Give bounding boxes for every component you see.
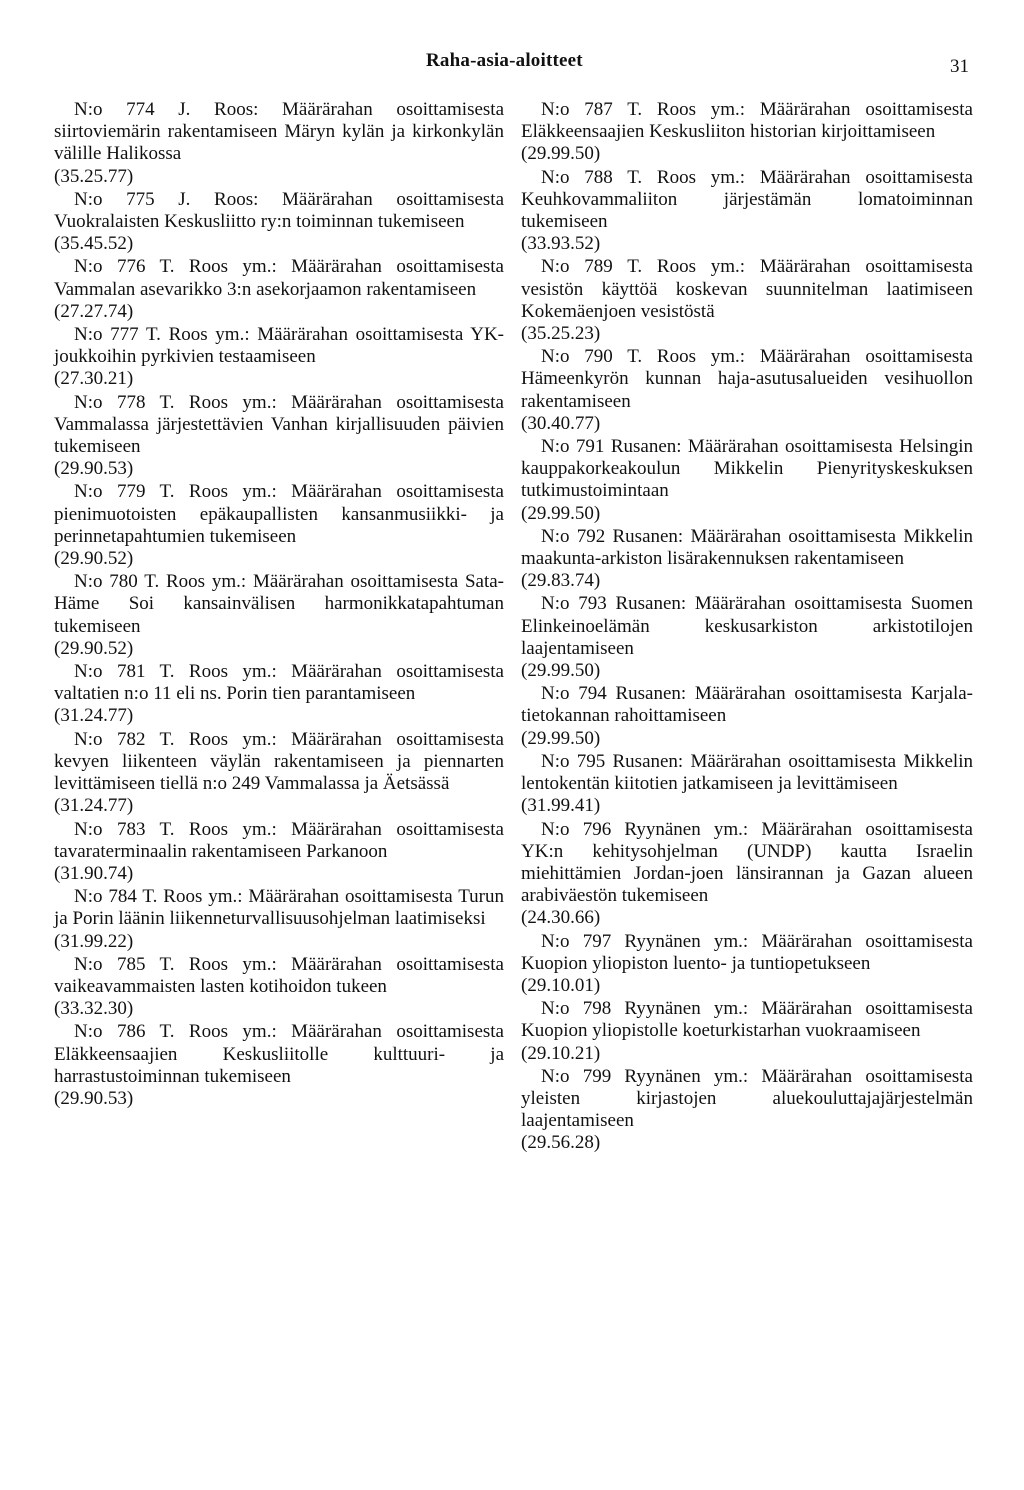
budget-code: (27.30.21) bbox=[54, 368, 134, 390]
budget-code: (35.25.23) bbox=[521, 323, 601, 345]
entry-791 bbox=[521, 436, 973, 525]
entry-text: N:o 781 T. Roos ym.: Määrärahan osoittamisesta valtatien n:o 11 eli ns. Porin tien parantamiseen bbox=[54, 661, 504, 705]
entry-text: N:o 774 J. Roos: Määrärahan osoittamisesta siirtoviemärin rakentamiseen Märyn kylän ja kirkonkylän välille Halikossa bbox=[54, 99, 504, 165]
entry-text: N:o 795 Rusanen: Määrärahan osoittamisesta Mikkelin lentokentän kiitotien jatkamiseen ja levittämiseen bbox=[521, 750, 973, 795]
entry-774 bbox=[54, 99, 504, 188]
entry-798 bbox=[521, 998, 973, 1065]
budget-code: (29.90.52) bbox=[54, 637, 134, 659]
left-column bbox=[54, 99, 504, 1111]
entry-787 bbox=[521, 99, 973, 166]
budget-code: (29.83.74) bbox=[521, 570, 601, 592]
entry-text: N:o 792 Rusanen: Määrärahan osoittamisesta Mikkelin maakunta-arkiston lisärakennuksen rakentamiseen bbox=[521, 525, 973, 570]
budget-code: (29.90.52) bbox=[54, 548, 134, 570]
entry-784 bbox=[54, 886, 504, 953]
entry-text: N:o 787 T. Roos ym.: Määrärahan osoittamisesta Eläkkeensaajien Keskusliiton historian kirjoittamiseen bbox=[521, 99, 973, 143]
right-column bbox=[521, 99, 973, 1156]
entry-797 bbox=[521, 931, 973, 998]
entry-799 bbox=[521, 1066, 973, 1155]
entry-text: N:o 777 T. Roos ym.: Määrärahan osoittamisesta YK-joukkoihin pyrkivien testaamiseen bbox=[54, 324, 504, 368]
budget-code: (35.45.52) bbox=[54, 233, 134, 255]
budget-code: (29.90.53) bbox=[54, 458, 134, 480]
budget-code: (31.24.77) bbox=[54, 795, 134, 817]
budget-code: (31.99.22) bbox=[54, 930, 134, 952]
entry-text: N:o 784 T. Roos ym.: Määrärahan osoittamisesta Turun ja Porin läänin liikenneturvallisuusohjelman laatimiseksi bbox=[54, 886, 504, 930]
running-title: Raha-asia-aloitteet bbox=[426, 50, 583, 71]
entry-796 bbox=[521, 819, 973, 930]
entry-779 bbox=[54, 481, 504, 570]
entry-792 bbox=[521, 526, 973, 593]
budget-code: (35.25.77) bbox=[54, 165, 134, 187]
entry-text: N:o 778 T. Roos ym.: Määrärahan osoittamisesta Vammalassa järjestettävien Vanhan kirjallisuuden päivien tukemiseen bbox=[54, 391, 504, 458]
entry-795 bbox=[521, 751, 973, 818]
entry-776 bbox=[54, 256, 504, 323]
budget-code: (33.93.52) bbox=[521, 233, 601, 255]
entry-text: N:o 794 Rusanen: Määrärahan osoittamisesta Karjala-tietokannan rahoittamiseen bbox=[521, 683, 973, 727]
budget-code: (29.56.28) bbox=[521, 1132, 601, 1154]
entry-text: N:o 783 T. Roos ym.: Määrärahan osoittamisesta tavaraterminaalin rakentamiseen Parkanoon bbox=[54, 818, 504, 862]
entry-783 bbox=[54, 819, 504, 886]
entry-text: N:o 791 Rusanen: Määrärahan osoittamisesta Helsingin kauppakorkeakoulun Mikkelin Pienyrityskeskuksen tutkimustoimintaan bbox=[521, 436, 973, 502]
entry-778 bbox=[54, 392, 504, 481]
entry-777 bbox=[54, 324, 504, 391]
entry-781 bbox=[54, 661, 504, 728]
entry-775 bbox=[54, 189, 504, 256]
entry-text: N:o 790 T. Roos ym.: Määrärahan osoittamisesta Hämeenkyrön kunnan haja-asutusalueiden vesihuollon rakentamiseen bbox=[521, 346, 973, 412]
entry-790 bbox=[521, 346, 973, 435]
entry-786 bbox=[54, 1021, 504, 1110]
entry-text: N:o 776 T. Roos ym.: Määrärahan osoittamisesta Vammalan asevarikko 3:n asekorjaamon rakentamiseen bbox=[54, 256, 504, 300]
budget-code: (31.99.41) bbox=[521, 795, 601, 817]
entry-text: N:o 775 J. Roos: Määrärahan osoittamisesta Vuokralaisten Keskusliitto ry:n toiminnan tukemiseen bbox=[54, 188, 504, 233]
entry-text: N:o 788 T. Roos ym.: Määrärahan osoittamisesta Keuhkovammaliiton järjestämän lomatoiminnan tukemiseen bbox=[521, 166, 973, 233]
entry-780 bbox=[54, 571, 504, 660]
budget-code: (30.40.77) bbox=[521, 412, 601, 434]
budget-code: (29.99.50) bbox=[521, 727, 601, 749]
entry-794 bbox=[521, 683, 973, 750]
entry-789 bbox=[521, 256, 973, 345]
entry-793 bbox=[521, 593, 973, 682]
entry-text: N:o 797 Ryynänen ym.: Määrärahan osoittamisesta Kuopion yliopiston luento- ja tuntiopetukseen bbox=[521, 930, 973, 974]
entry-785 bbox=[54, 954, 504, 1021]
entry-text: N:o 789 T. Roos ym.: Määrärahan osoittamisesta vesistön käyttöä koskevan suunnitelman laatimiseen Kokemäenjoen vesistöstä bbox=[521, 256, 973, 322]
budget-code: (29.10.21) bbox=[521, 1042, 601, 1064]
entry-text: N:o 786 T. Roos ym.: Määrärahan osoittamisesta Eläkkeensaajien Keskusliitolle kulttuuri- ja harrastustoiminnan tukemiseen bbox=[54, 1021, 504, 1087]
entry-text: N:o 798 Ryynänen ym.: Määrärahan osoittamisesta Kuopion yliopistolle koeturkistarhan vuokraamiseen bbox=[521, 998, 973, 1042]
budget-code: (29.90.53) bbox=[54, 1087, 134, 1109]
entry-text: N:o 793 Rusanen: Määrärahan osoittamisesta Suomen Elinkeinoelämän keskusarkiston arkistotilojen laajentamiseen bbox=[521, 593, 973, 659]
budget-code: (29.99.50) bbox=[521, 502, 601, 524]
entry-text: N:o 799 Ryynänen ym.: Määrärahan osoittamisesta yleisten kirjastojen aluekouluttajajärjestelmän laajentamiseen bbox=[521, 1065, 973, 1132]
budget-code: (29.10.01) bbox=[521, 974, 601, 996]
budget-code: (31.90.74) bbox=[54, 862, 134, 884]
budget-code: (29.99.50) bbox=[521, 143, 601, 165]
entry-text: N:o 780 T. Roos ym.: Määrärahan osoittamisesta Sata-Häme Soi kansainvälisen harmonikkatapahtuman tukemiseen bbox=[54, 571, 504, 637]
entry-text: N:o 796 Ryynänen ym.: Määrärahan osoittamisesta YK:n kehitysohjelman (UNDP) kautta Israelin miehittämien Jordan-joen länsirannan ja Gazan alueen arabiväestön tukemiseen bbox=[521, 818, 973, 907]
budget-code: (24.30.66) bbox=[521, 907, 601, 929]
entry-782 bbox=[54, 729, 504, 818]
entry-788 bbox=[521, 167, 973, 256]
entry-text: N:o 779 T. Roos ym.: Määrärahan osoittamisesta pienimuotoisten epäkaupallisten kansanmusiikki- ja perinnetapahtumien tukemiseen bbox=[54, 481, 504, 547]
budget-code: (29.99.50) bbox=[521, 660, 601, 682]
entry-text: N:o 785 T. Roos ym.: Määrärahan osoittamisesta vaikeavammaisten lasten kotihoidon tukeen bbox=[54, 953, 504, 997]
page-number: 31 bbox=[950, 56, 969, 77]
budget-code: (31.24.77) bbox=[54, 705, 134, 727]
budget-code: (27.27.74) bbox=[54, 300, 134, 322]
budget-code: (33.32.30) bbox=[54, 998, 134, 1020]
entry-text: N:o 782 T. Roos ym.: Määrärahan osoittamisesta kevyen liikenteen väylän rakentamiseen ja piennarten levittämiseen tiellä n:o 249 Vammalassa ja Äetsässä bbox=[54, 728, 504, 795]
